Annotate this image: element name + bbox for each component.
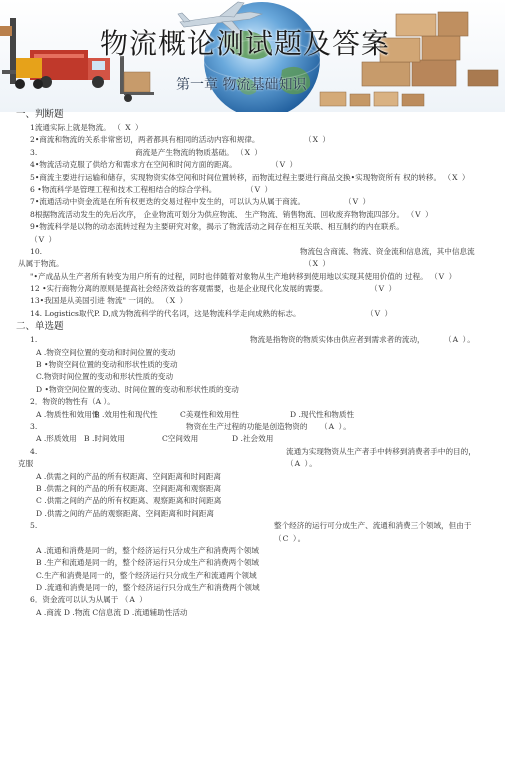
list-item: [0, 221, 505, 233]
list-item: [0, 184, 505, 196]
option-item: D .社会效用: [232, 434, 274, 444]
question-number: 4.: [30, 446, 38, 456]
answer-text: （C ）。: [274, 533, 307, 543]
question-text-continuation: 克服: [18, 459, 34, 469]
answer-text: （V ）: [30, 234, 58, 244]
question-text: 6 •物流科学是管理工程和技术工程相结合的综合学科。: [30, 184, 217, 194]
question-text: 5•商流主要进行运输和储存，实现物资实体空间和时间位置转移，而物流过程主要进行商品交换•实现物资所有 权的转移。: [30, 172, 442, 182]
list-item: [0, 246, 505, 258]
option-item: D .供需之间的产品的观察距离、空间距离和时间距离: [36, 508, 214, 518]
list-item: [0, 520, 505, 532]
list-item: [0, 172, 505, 184]
section-heading-single-choice: 二、单选题: [16, 321, 64, 333]
option-item: D .现代性和物质性: [290, 409, 355, 419]
question-text: 整个经济的运行可分成生产、流通和消费三个领域，但由于: [274, 521, 472, 531]
answer-text: （V ）: [366, 308, 394, 318]
list-item: [0, 134, 505, 146]
question-text: 9•物流科学是以物的动态流转过程为主要研究对象，揭示了物流活动之间存在相互关联、相互制约的内在联系。: [30, 222, 404, 232]
question-text: 7•流通活动中资金流是在所有权更迭的交易过程中发生的，可以认为从属于商流。: [30, 197, 306, 207]
answer-text: （A ）。: [320, 421, 352, 431]
question-number: 1.: [30, 335, 38, 345]
section-heading-judgement: 一、判断题: [16, 109, 64, 120]
answer-text: （A ）: [120, 595, 148, 605]
option-row: [0, 433, 505, 445]
option-item: B .效用性和现代性: [94, 409, 158, 419]
header-banner: [0, 0, 505, 112]
list-item: [0, 209, 505, 221]
list-item-continuation: [0, 258, 505, 270]
question-text: 13•我国是从美国引进 物流" 一词的。: [30, 296, 159, 306]
option-item: B .时间效用: [84, 434, 125, 444]
list-item: [0, 421, 505, 433]
list-item-continuation: [0, 234, 505, 246]
answer-text: （V ）: [430, 271, 458, 281]
list-item: [0, 271, 505, 283]
answer-text: （V ）: [271, 160, 299, 170]
option-item: D .流通和消费是同一的，整个经济运行只分成生产和消费两个领域: [36, 583, 260, 593]
question-text: 商流是产生物流的物质基础。: [135, 147, 234, 157]
option-item: B .生产和流通是同一的，整个经济运行只分成生产和消费两个领域: [36, 558, 260, 568]
question-text: 物流包含商流、物流、资金流和信息流，其中信息流: [300, 246, 475, 256]
question-number: 5.: [30, 521, 38, 531]
document-title: 物流概论测试题及答案: [100, 27, 391, 60]
document-body: [0, 108, 505, 619]
list-item: [0, 283, 505, 295]
answer-text: （X ）: [236, 147, 264, 157]
answer-text: （X ）: [304, 259, 332, 269]
list-item: [0, 196, 505, 208]
answer-text: （ X ）: [113, 123, 144, 132]
option-row: [0, 409, 505, 421]
list-item: [0, 446, 505, 458]
answer-text: （V ）: [370, 284, 398, 294]
option-item: A .流通和消费是同一的，整个经济运行只分成生产和消费两个领域: [36, 545, 259, 555]
question-text: 物资在生产过程的功能是创造物资的: [186, 421, 308, 431]
answer-text: （X ）: [443, 172, 471, 182]
list-item-continuation: [0, 533, 505, 545]
list-item: [0, 594, 505, 606]
question-text: 12 •实行商物分离的原则是提高社会经济效益的客观需要，也是企业现代化发展的需要。: [30, 284, 328, 294]
answer-text: （A ）。: [444, 335, 476, 345]
answer-text: （X ）: [161, 296, 189, 306]
question-text-continuation: 从属于物流。: [18, 259, 64, 269]
question-text: 1流通实际上就是物流。: [30, 123, 111, 132]
question-text: 6．资金流可以认为从属于: [30, 595, 119, 605]
option-item: A .形质效用: [36, 434, 77, 444]
answer-text: （A ）。: [286, 459, 318, 469]
list-item: [0, 147, 505, 159]
question-text: 4•物流活动克服了供给方和需求方在空间和时间方面的距离。: [30, 160, 237, 170]
option-item: C.生产和消费是同一的，整个经济运行只分成生产和流通两个领域: [36, 570, 257, 580]
option-item: C空间效用: [162, 434, 199, 444]
question-text: 物流是指物资的物质实体由供应者到需求者的流动，: [250, 335, 425, 345]
chapter-title: 第一章 物流基础知识: [176, 77, 307, 93]
question-text: 流通为实现物资从生产者手中转移到消费者手中的目的，: [286, 446, 476, 456]
list-item: [0, 295, 505, 307]
option-item: B .供需之间的产品的所有权距离、空间距离和观察距离: [36, 483, 222, 493]
question-text: 8根据物流活动发生的先后次序， 企业物流可划分为供应物流、 生产物流、销售物流、回收废弃物物流四部分。: [30, 209, 405, 219]
option-row: A .商流 D .物流 C信息流 D .流通辅助性活动: [36, 607, 188, 617]
question-number: 3.: [30, 421, 38, 431]
question-number: 10.: [30, 246, 43, 256]
option-item: A .物质性和效用性: [36, 409, 100, 419]
list-item: [0, 308, 505, 320]
option-item: C美观性和效用性: [180, 409, 239, 419]
list-item: [0, 334, 505, 346]
answer-text: （X ）: [304, 135, 332, 145]
option-item: A .供需之间的产品的所有权距离、空间距离和时间距离: [36, 471, 221, 481]
answer-text: （V ）: [344, 197, 372, 207]
list-item: [0, 122, 505, 134]
option-item: B •物资空间位置的变动和形状性质的变动: [36, 360, 178, 370]
list-item: 2．物资的物性有（A ）。: [30, 397, 115, 407]
list-item-continuation: [0, 458, 505, 470]
option-item: C.物资时间位置的变动和形状性质的变动: [36, 372, 174, 382]
question-text: 14. Logistics取代P. D,成为物流科学的代名词，这是物流科学走向成熟的标志。: [30, 308, 301, 318]
option-item: C .供需之间的产品的所有权距离、观察距离和时间距离: [36, 496, 222, 506]
answer-text: （V ）: [246, 184, 274, 194]
question-number: 3.: [30, 147, 38, 157]
list-item: [0, 159, 505, 171]
option-item: D •物资空间位置的变动、时间位置的变动和形状性质的变动: [36, 384, 239, 394]
answer-text: （V ）: [406, 209, 434, 219]
question-text: 2•商流和物流的关系非常密切，两者都具有相同的活动内容和规律。: [30, 135, 260, 145]
option-item: A .物资空间位置的变动和时间位置的变动: [36, 347, 176, 357]
question-text: "•产成品从生产者所有转变为用户所有的过程，同时也伴随着对象物从生产地转移到使用地以实现其使用价值的 过程。: [30, 271, 428, 281]
